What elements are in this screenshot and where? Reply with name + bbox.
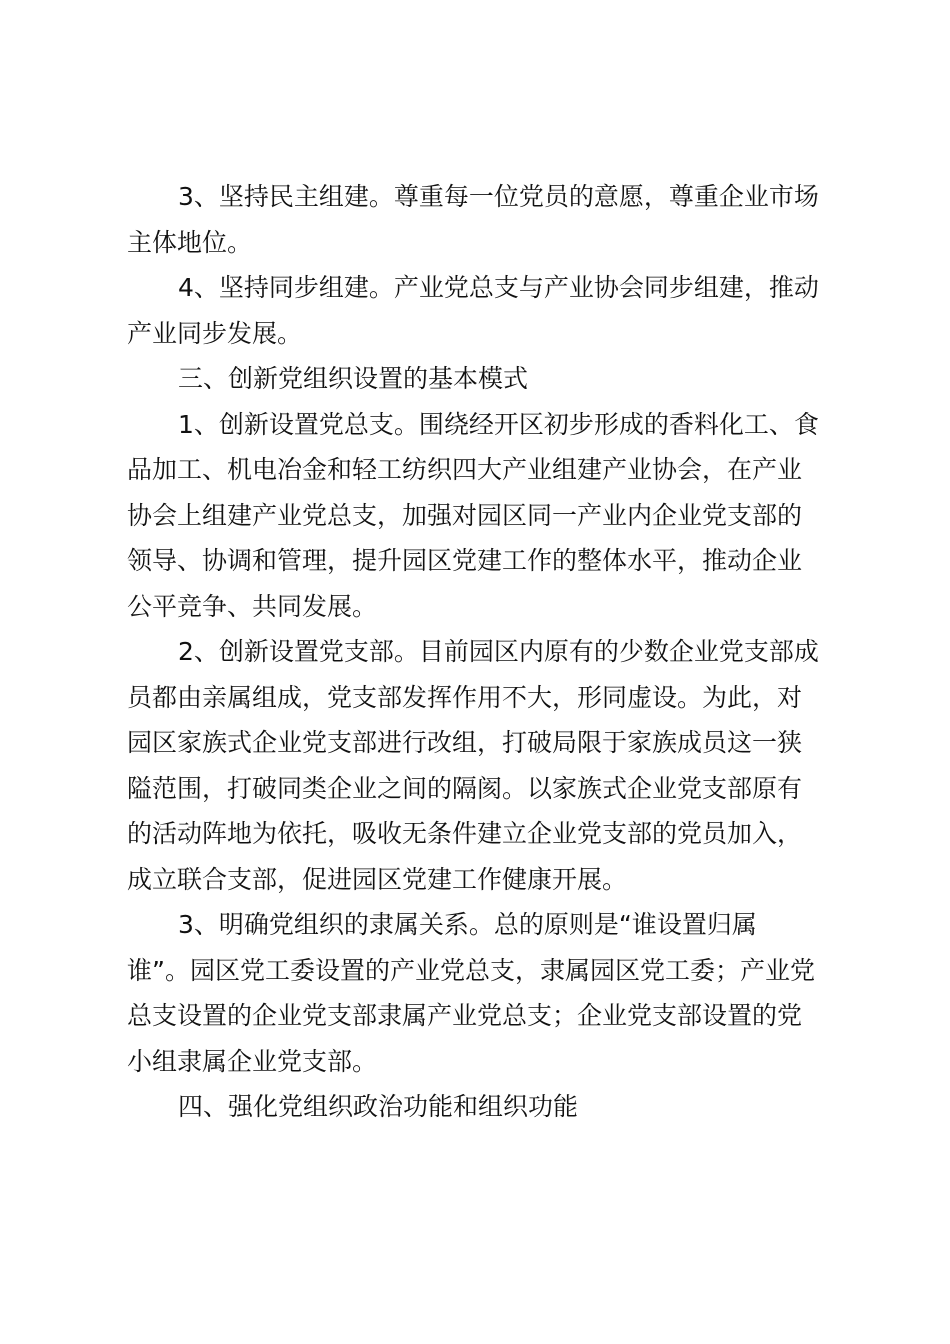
text-line: 园区家族式企业党支部进行改组，打破局限于家族成员这一狭 xyxy=(127,728,803,757)
text-line: 总支设置的企业党支部隶属产业党总支；企业党支部设置的党 xyxy=(127,1001,803,1030)
section-heading: 三、创新党组织设置的基本模式 xyxy=(178,364,529,393)
text-line: 产业同步发展。 xyxy=(127,318,303,348)
text-line: 员都由亲属组成，党支部发挥作用不大，形同虚设。为此，对 xyxy=(127,682,803,712)
text-line: 2、创新设置党支部。目前园区内原有的少数企业党支部成 xyxy=(178,637,819,666)
text-line: 3、明确党组织的隶属关系。总的原则是“谁设置归属 xyxy=(178,910,757,939)
body-text xyxy=(127,174,833,1130)
text-line: 4、坚持同步组建。产业党总支与产业协会同步组建，推动 xyxy=(178,273,819,302)
text-line: 的活动阵地为依托，吸收无条件建立企业党支部的党员加入， xyxy=(127,819,803,848)
text-line: 谁”。园区党工委设置的产业党总支，隶属园区党工委；产业党 xyxy=(127,955,815,985)
text-line: 成立联合支部，促进园区党建工作健康开展。 xyxy=(127,864,628,894)
text-line: 主体地位。 xyxy=(127,227,253,257)
text-line: 领导、协调和管理，提升园区党建工作的整体水平，推动企业 xyxy=(127,546,803,575)
section-heading: 四、强化党组织政治功能和组织功能 xyxy=(178,1092,579,1121)
text-line: 隘范围，打破同类企业之间的隔阂。以家族式企业党支部原有 xyxy=(127,773,803,803)
text-line: 小组隶属企业党支部。 xyxy=(127,1046,378,1076)
text-line: 1、创新设置党总支。围绕经开区初步形成的香料化工、食 xyxy=(178,409,819,439)
text-line: 3、坚持民主组建。尊重每一位党员的意愿，尊重企业市场 xyxy=(178,182,819,211)
text-line: 品加工、机电冶金和轻工纺织四大产业组建产业协会，在产业 xyxy=(127,455,803,484)
text-line: 协会上组建产业党总支，加强对园区同一产业内企业党支部的 xyxy=(127,500,803,530)
text-line: 公平竞争、共同发展。 xyxy=(127,591,378,621)
